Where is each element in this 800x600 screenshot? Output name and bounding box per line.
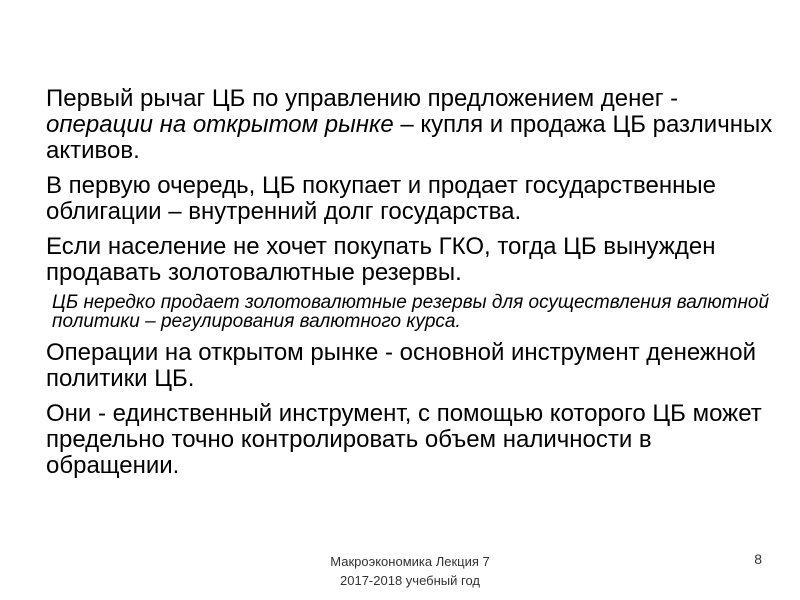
- paragraph-currency-policy-note: ЦБ нередко продает золотовалютные резервы для осуществления валютной политики – регулирования валютного курса.: [52, 292, 770, 332]
- paragraph-first-lever-text: Первый рычаг ЦБ по управлению предложением денег -: [46, 85, 679, 112]
- paragraph-government-bonds: В первую очередь, ЦБ покупает и продает государственные облигации – внутренний долг государства.: [46, 172, 716, 225]
- page-number: 8: [754, 551, 762, 567]
- paragraph-first-lever: [46, 86, 776, 164]
- footer-course-title: Макроэкономика Лекция 7: [330, 554, 490, 569]
- slide-content: [46, 86, 776, 488]
- footer-course-info: [300, 552, 520, 590]
- paragraph-main-instrument: Операции на открытом рынке - основной инструмент денежной политики ЦБ.: [46, 339, 756, 392]
- paragraph-first-lever-rest: – купля и продажа ЦБ различных активов.: [46, 111, 773, 164]
- paragraph-only-instrument: Они - единственный инструмент, с помощью которого ЦБ может предельно точно контролировать объем наличности в обращении.: [46, 400, 762, 479]
- footer-academic-year: 2017-2018 учебный год: [340, 573, 480, 588]
- open-market-operations-term: операции на открытом рынке: [46, 111, 394, 138]
- paragraph-gold-reserves: Если население не хочет покупать ГКО, тогда ЦБ вынужден продавать золотовалютные резервы.: [46, 233, 716, 286]
